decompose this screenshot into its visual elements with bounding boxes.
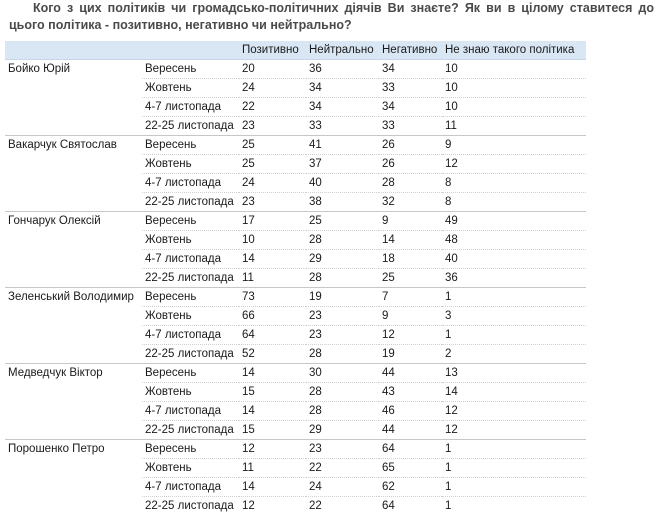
cell-neutral: 25 <box>306 212 379 231</box>
cell-unknown: 36 <box>445 272 458 284</box>
cell-unknown: 48 <box>442 231 586 250</box>
cell-negative: 46 <box>379 402 442 421</box>
cell-positive: 22 <box>239 98 306 117</box>
cell-unknown: 13 <box>442 364 586 383</box>
cell-neutral: 36 <box>306 60 379 79</box>
cell-negative: 12 <box>379 326 442 345</box>
cell-positive: 15 <box>242 424 255 436</box>
cell-period: 22-25 листопада <box>145 272 234 284</box>
results-table <box>5 41 586 515</box>
table-row <box>5 212 586 231</box>
cell-positive: 14 <box>239 402 306 421</box>
cell-period: Жовтень <box>142 459 239 478</box>
cell-negative: 33 <box>379 79 442 98</box>
cell-neutral: 22 <box>306 459 379 478</box>
cell-unknown: 40 <box>442 250 586 269</box>
cell-negative: 26 <box>379 155 442 174</box>
cell-negative: 26 <box>379 136 442 155</box>
cell-neutral: 29 <box>306 250 379 269</box>
cell-positive: 14 <box>239 250 306 269</box>
cell-unknown: 1 <box>445 500 452 512</box>
cell-neutral: 24 <box>306 478 379 497</box>
cell-unknown: 12 <box>442 402 586 421</box>
cell-period: 4-7 листопада <box>142 98 239 117</box>
cell-period: 22-25 листопада <box>145 424 234 436</box>
header-neutral: Нейтрально <box>306 41 379 60</box>
cell-positive: 24 <box>239 79 306 98</box>
cell-negative: 65 <box>379 459 442 478</box>
cell-positive: 11 <box>242 272 254 284</box>
cell-neutral: 23 <box>306 326 379 345</box>
cell-negative: 64 <box>382 500 395 512</box>
cell-neutral: 28 <box>306 231 379 250</box>
cell-neutral: 19 <box>306 288 379 307</box>
cell-neutral: 37 <box>306 155 379 174</box>
cell-negative: 34 <box>379 60 442 79</box>
politician-name: Зеленський Володимир <box>5 288 142 364</box>
cell-period: 4-7 листопада <box>142 174 239 193</box>
cell-negative: 64 <box>379 440 442 459</box>
cell-unknown: 10 <box>442 98 586 117</box>
cell-period: 4-7 листопада <box>142 478 239 497</box>
cell-negative: 44 <box>379 364 442 383</box>
cell-positive: 10 <box>239 231 306 250</box>
cell-unknown: 12 <box>442 155 586 174</box>
cell-period: 22-25 листопада <box>145 120 234 132</box>
cell-unknown: 2 <box>445 348 452 360</box>
cell-negative: 28 <box>379 174 442 193</box>
cell-positive: 25 <box>239 136 306 155</box>
cell-neutral: 28 <box>306 402 379 421</box>
cell-positive: 14 <box>239 364 306 383</box>
header-politician <box>5 41 142 60</box>
cell-positive: 20 <box>239 60 306 79</box>
cell-unknown: 9 <box>442 136 586 155</box>
cell-unknown: 1 <box>442 326 586 345</box>
cell-period: 4-7 листопада <box>142 402 239 421</box>
cell-positive: 25 <box>239 155 306 174</box>
header-unknown: Не знаю такого політика <box>442 41 586 60</box>
cell-neutral: 23 <box>306 440 379 459</box>
cell-negative: 14 <box>379 231 442 250</box>
cell-period: Вересень <box>142 440 239 459</box>
header-period <box>142 41 239 60</box>
cell-neutral: 34 <box>306 79 379 98</box>
cell-unknown: 8 <box>445 196 452 208</box>
cell-unknown: 49 <box>442 212 586 231</box>
cell-period: Вересень <box>142 288 239 307</box>
cell-positive: 24 <box>239 174 306 193</box>
cell-unknown: 10 <box>442 60 586 79</box>
cell-positive: 12 <box>242 500 255 512</box>
politician-name: Порошенко Петро <box>5 440 142 516</box>
cell-unknown: 12 <box>445 424 458 436</box>
cell-neutral: 30 <box>306 364 379 383</box>
cell-positive: 23 <box>242 120 255 132</box>
cell-positive: 66 <box>239 307 306 326</box>
cell-unknown: 14 <box>442 383 586 402</box>
politician-name: Бойко Юрій <box>5 60 142 136</box>
cell-unknown: 1 <box>442 440 586 459</box>
cell-neutral: 28 <box>309 272 322 284</box>
header-negative: Негативно <box>379 41 442 60</box>
cell-unknown: 1 <box>442 459 586 478</box>
politician-name: Вакарчук Святослав <box>5 136 142 212</box>
cell-positive: 15 <box>239 383 306 402</box>
cell-period: Вересень <box>142 136 239 155</box>
cell-period: Вересень <box>142 212 239 231</box>
cell-positive: 52 <box>242 348 255 360</box>
cell-negative: 43 <box>379 383 442 402</box>
cell-positive: 17 <box>239 212 306 231</box>
cell-positive: 23 <box>242 196 255 208</box>
cell-negative: 44 <box>382 424 395 436</box>
cell-negative: 7 <box>379 288 442 307</box>
cell-period: Жовтень <box>142 383 239 402</box>
politician-name: Медведчук Віктор <box>5 364 142 440</box>
cell-negative: 19 <box>382 348 395 360</box>
cell-period: 4-7 листопада <box>142 326 239 345</box>
cell-positive: 73 <box>239 288 306 307</box>
cell-neutral: 41 <box>306 136 379 155</box>
cell-positive: 11 <box>239 459 306 478</box>
table-header-row <box>5 41 586 60</box>
cell-neutral: 34 <box>306 98 379 117</box>
table-row <box>5 288 586 307</box>
table-row <box>5 440 586 459</box>
cell-neutral: 28 <box>309 348 322 360</box>
header-positive: Позитивно <box>239 41 306 60</box>
cell-period: Вересень <box>142 60 239 79</box>
cell-positive: 64 <box>239 326 306 345</box>
cell-negative: 9 <box>379 212 442 231</box>
cell-period: 4-7 листопада <box>142 250 239 269</box>
table-row <box>5 364 586 383</box>
cell-unknown: 3 <box>442 307 586 326</box>
cell-unknown: 1 <box>442 478 586 497</box>
cell-positive: 12 <box>239 440 306 459</box>
cell-period: 22-25 листопада <box>145 500 234 512</box>
cell-negative: 34 <box>379 98 442 117</box>
cell-negative: 32 <box>382 196 395 208</box>
cell-neutral: 22 <box>309 500 322 512</box>
cell-negative: 9 <box>379 307 442 326</box>
table-row <box>5 136 586 155</box>
cell-positive: 14 <box>239 478 306 497</box>
cell-neutral: 40 <box>306 174 379 193</box>
cell-period: Жовтень <box>142 231 239 250</box>
cell-period: Жовтень <box>142 79 239 98</box>
cell-period: Жовтень <box>142 155 239 174</box>
cell-neutral: 28 <box>306 383 379 402</box>
politician-name: Гончарук Олексій <box>5 212 142 288</box>
cell-unknown: 1 <box>442 288 586 307</box>
cell-negative: 18 <box>379 250 442 269</box>
cell-period: 22-25 листопада <box>145 348 234 360</box>
cell-neutral: 38 <box>309 196 322 208</box>
cell-negative: 25 <box>382 272 395 284</box>
cell-unknown: 11 <box>445 120 457 132</box>
table-body <box>5 60 586 516</box>
cell-unknown: 10 <box>442 79 586 98</box>
survey-question: Кого з цих політиків чи громадсько-політичних діячів Ви знаєте? Як ви в цілому ставитеся до цього політика - позитивно, негативно чи нейтрально? <box>9 1 654 32</box>
cell-unknown: 8 <box>442 174 586 193</box>
cell-neutral: 23 <box>306 307 379 326</box>
cell-period: Вересень <box>142 364 239 383</box>
cell-negative: 62 <box>379 478 442 497</box>
cell-negative: 33 <box>382 120 395 132</box>
table-row <box>5 60 586 79</box>
cell-neutral: 33 <box>309 120 322 132</box>
cell-neutral: 29 <box>309 424 322 436</box>
cell-period: Жовтень <box>142 307 239 326</box>
cell-period: 22-25 листопада <box>145 196 234 208</box>
